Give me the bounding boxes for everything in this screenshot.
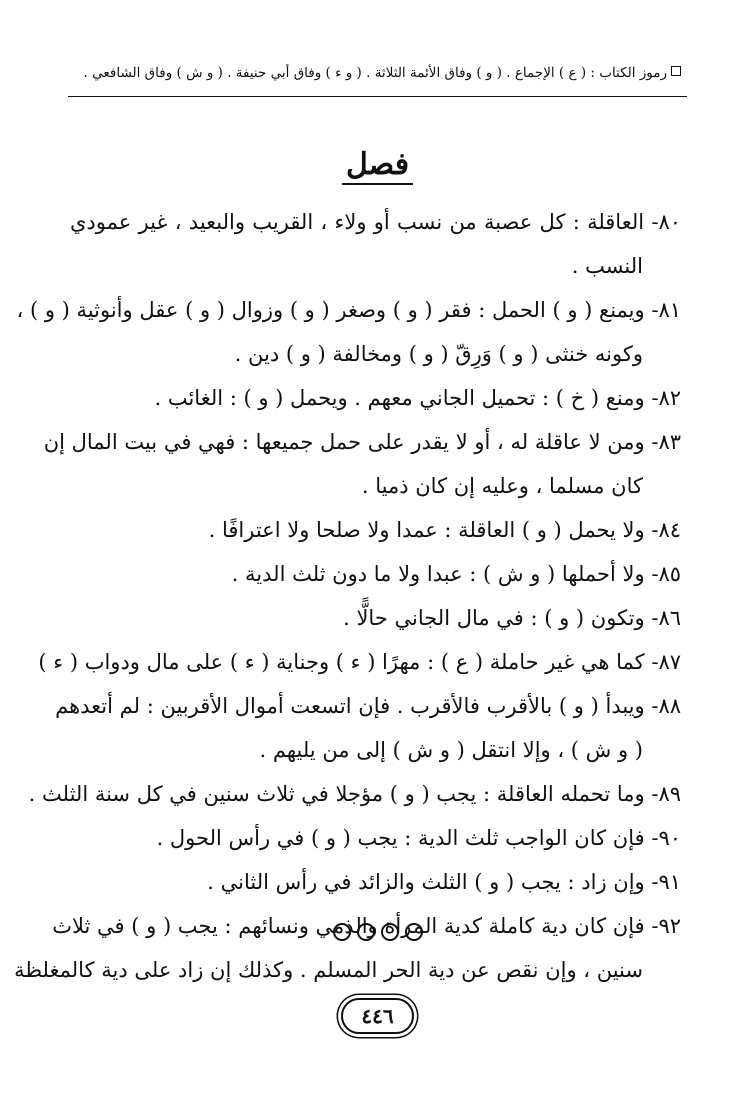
header-legend xyxy=(70,62,681,84)
entry-line: ٨٦- وتكون ( و ) : في مال الجاني حالًّا . xyxy=(343,606,681,630)
entry-line: ٨٩- وما تحمله العاقلة : يجب ( و ) مؤجلا في ثلاث سنين في كل سنة الثلث . xyxy=(28,782,681,806)
entry xyxy=(14,904,681,992)
entry xyxy=(70,596,681,640)
entry-continuation-line: سنين ، وإن نقص عن دية الحر المسلم . وكذلك إن زاد على دية كالمغلظة xyxy=(14,958,643,982)
entry xyxy=(70,552,681,596)
entries-list xyxy=(14,200,681,992)
entry-continuation-line: النسب . xyxy=(571,254,643,278)
circle-ornament-icon xyxy=(405,923,423,941)
header-rule xyxy=(68,96,687,97)
header-text: رموز الكتاب : ( ع ) الإجماع . ( و ) وفاق الأئمة الثلاثة . ( و ء ) وفاق أبي حنيفة . ( و ش ) وفاق الشافعي . xyxy=(83,65,667,81)
entry-line: ٨٥- ولا أحملها ( و ش ) : عبدا ولا ما دون ثلث الدية . xyxy=(231,562,681,586)
section-title-text: فصل xyxy=(342,147,413,185)
entry-line: ٩٠- فإن كان الواجب ثلث الدية : يجب ( و ) في رأس الحول . xyxy=(156,826,681,850)
entry xyxy=(55,684,681,772)
entry xyxy=(70,860,681,904)
entry-line: ٨٨- ويبدأ ( و ) بالأقرب فالأقرب . فإن اتسعت أموال الأقربين : لم أتعدهم xyxy=(55,694,681,718)
entry-line: ٨٢- ومنع ( خ ) : تحميل الجاني معهم . ويحمل ( و ) : الغائب . xyxy=(154,386,681,410)
circle-ornament-icon xyxy=(357,923,375,941)
entry-continuation-line: وكونه خنثى ( و ) وَرِقّ ( و ) ومخالفة ( و ) دين . xyxy=(234,342,643,366)
entry xyxy=(16,288,681,376)
page-number: ٤٤٦ xyxy=(341,998,413,1034)
end-ornament xyxy=(0,922,755,947)
page-number-frame xyxy=(0,998,755,1034)
entry xyxy=(28,772,681,816)
entry-line: ٩٢- فإن كان دية كاملة كدية المرأة والذمي ونسائهم : يجب ( و ) في ثلاث xyxy=(52,914,681,938)
circle-ornament-icon xyxy=(381,923,399,941)
entry-continuation-line: ( و ش ) ، وإلا انتقل ( و ش ) إلى من يليهم . xyxy=(259,738,643,762)
entry xyxy=(70,376,681,420)
section-title xyxy=(0,145,755,185)
entry-line: ٨٤- ولا يحمل ( و ) العاقلة : عمدا ولا صلحا ولا اعترافًا . xyxy=(208,518,681,542)
entry-line: ٨١- ويمنع ( و ) الحمل : فقر ( و ) وصغر ( و ) وزوال ( و ) عقل وأنوثية ( و ) ، xyxy=(16,298,681,322)
entry xyxy=(70,200,681,288)
entry xyxy=(70,816,681,860)
entry xyxy=(43,420,681,508)
entry xyxy=(70,508,681,552)
entry-continuation-line: كان مسلما ، وعليه إن كان ذميا . xyxy=(361,474,643,498)
entry-line: ٨٣- ومن لا عاقلة له ، أو لا يقدر على حمل جميعها : فهي في بيت المال إن xyxy=(43,430,681,454)
entry-line: ٨٠- العاقلة : كل عصبة من نسب أو ولاء ، القريب والبعيد ، غير عمودي xyxy=(70,210,681,234)
circle-ornament-icon xyxy=(333,923,351,941)
entry xyxy=(38,640,681,684)
entry-line: ٩١- وإن زاد : يجب ( و ) الثلث والزائد في رأس الثاني . xyxy=(207,870,681,894)
entry-line: ٨٧- كما هي غير حاملة ( ع ) : مهرًا ( ء ) وجناية ( ء ) على مال ودواب ( ء ) xyxy=(38,650,681,674)
square-bullet-icon xyxy=(671,66,681,76)
